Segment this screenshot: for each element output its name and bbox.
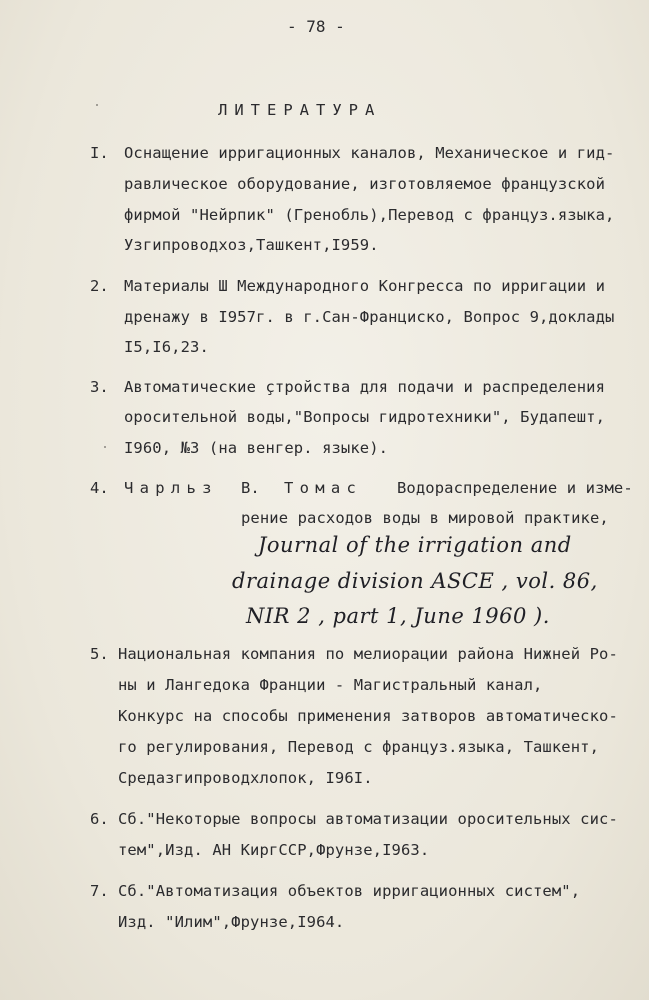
reference-line: Оснащение ирригационных каналов, Механическое и гид- [124,144,615,162]
reference-line: фирмой "Нейрпик" (Гренобль),Перевод с француз.языка, [124,206,615,224]
handwritten-line: drainage division ASCE , vol. 86, [232,569,598,593]
reference-number: 7. [90,882,109,900]
reference-line: I5,I6,23. [124,338,209,356]
handwritten-line: Journal of the irrigation and [258,533,572,557]
reference-line: оросительной воды,"Вопросы гидротехники", Будапешт, [124,408,606,426]
reference-line: Средазгипроводхлопок, I96I. [118,769,373,787]
handwritten-line: NIR 2 , part 1, June 1960 ). [246,604,550,628]
scan-speck [104,446,106,448]
reference-number: I. [90,144,109,162]
reference-number: 4. [90,479,109,497]
reference-line: Узгипроводхоз,Ташкент,I959. [124,236,379,254]
reference-number: 5. [90,645,109,663]
reference-number: 3. [90,378,109,396]
reference-line: Конкурс на способы применения затворов автоматическо- [118,707,618,725]
bibliography-heading: ЛИТЕРАТУРА [218,101,382,119]
reference-line: дренажу в I957г. в г.Сан-Франциско, Вопрос 9,доклады [124,308,615,326]
reference-line: Материалы Ш Международного Конгресса по ирригации и [124,277,606,295]
reference-line: рение расходов воды в мировой практике, [241,509,609,527]
reference-number: 6. [90,810,109,828]
reference-line: Водораспределение и изме- [397,479,633,497]
reference-number: 2. [90,277,109,295]
author-initial: В. [241,479,260,497]
page-number: - 78 - [287,17,345,36]
reference-line: I960, №3 (на венгер. языке). [124,439,389,457]
reference-line: равлическое оборудование, изготовляемое французской [124,175,606,193]
reference-line: Национальная компания по мелиорации района Нижней Ро- [118,645,618,663]
reference-line: Сб."Автоматизация объектов ирригационных систем", [118,882,581,900]
reference-line: ны и Лангедока Франции - Магистральный канал, [118,676,543,694]
reference-line: тем",Изд. АН КиргССР,Фрунзе,I963. [118,841,430,859]
author-first-name: Чарльз [124,479,218,497]
scan-speck [96,104,98,106]
reference-line: Сб."Некоторые вопросы автоматизации оросительных сис- [118,810,618,828]
author-last-name: Томас [284,479,363,497]
reference-line: Изд. "Илим",Фрунзе,I964. [118,913,345,931]
reference-line: Автоматические ̧стройства для подачи и распределения [124,378,606,396]
reference-line: го регулирования, Перевод с француз.языка, Ташкент, [118,738,600,756]
